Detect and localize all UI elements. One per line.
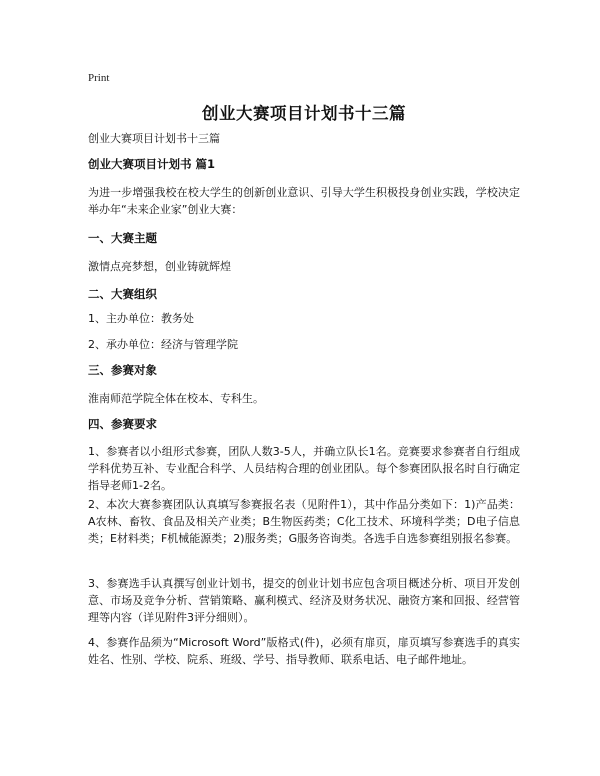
requirement-4: 4、参赛作品须为“Microsoft Word”版格式(件)，必须有扉页，扉页填写参赛选手的真实姓名、性别、学校、院系、班级、学号、指导教师、联系电话、电子邮件地址。 [88, 636, 520, 666]
organizer-text: 1、主办单位：教务处 [88, 312, 194, 325]
requirement-3: 3、参赛选手认真撰写创业计划书，提交的创业计划书应包含项目概述分析、项目开发创意、市场及竞争分析、营销策略、赢利模式、经济及财务状况、融资方案和回报、经营管理等内容（详见附件3评分细则）。 [88, 577, 520, 624]
heading-organization: 二、大赛组织 [88, 287, 157, 301]
requirement-1: 1、参赛者以小组形式参赛，团队人数3-5人，并确立队长1名。竞赛要求参赛者自行组成学科优势互补、专业配合科学、人员结构合理的创业团队。每个参赛团队报名时自行确定指导老师1-2名。 [88, 445, 520, 492]
section-title: 创业大赛项目计划书 篇1 [88, 157, 216, 171]
document-subtitle: 创业大赛项目计划书十三篇 [88, 132, 220, 145]
print-link[interactable]: Print [88, 72, 110, 84]
participants-text: 淮南师范学院全体在校本、专科生。 [88, 392, 264, 405]
requirement-2: 2、本次大赛参赛团队认真填写参赛报名表（见附件1），其中作品分类如下：1)产品类：A农林、畜牧、食品及相关产业类；B生物医药类；C化工技术、环境科学类；D电子信息类；E材料类；F机械能源类；2)服务类；G服务咨询类。各选手自选参赛组别报名参赛。 [88, 498, 520, 545]
heading-requirements: 四、参赛要求 [88, 417, 157, 431]
heading-theme: 一、大赛主题 [88, 231, 157, 245]
page-title: 创业大赛项目计划书十三篇 [202, 104, 406, 123]
co-organizer-text: 2、承办单位：经济与管理学院 [88, 338, 238, 351]
heading-participants: 三、参赛对象 [88, 363, 157, 377]
theme-text: 激情点亮梦想，创业铸就辉煌 [88, 260, 231, 273]
intro-paragraph: 为进一步增强我校在校大学生的创新创业意识、引导大学生积极投身创业实践，学校决定举办年“未来企业家”创业大赛： [88, 186, 520, 216]
